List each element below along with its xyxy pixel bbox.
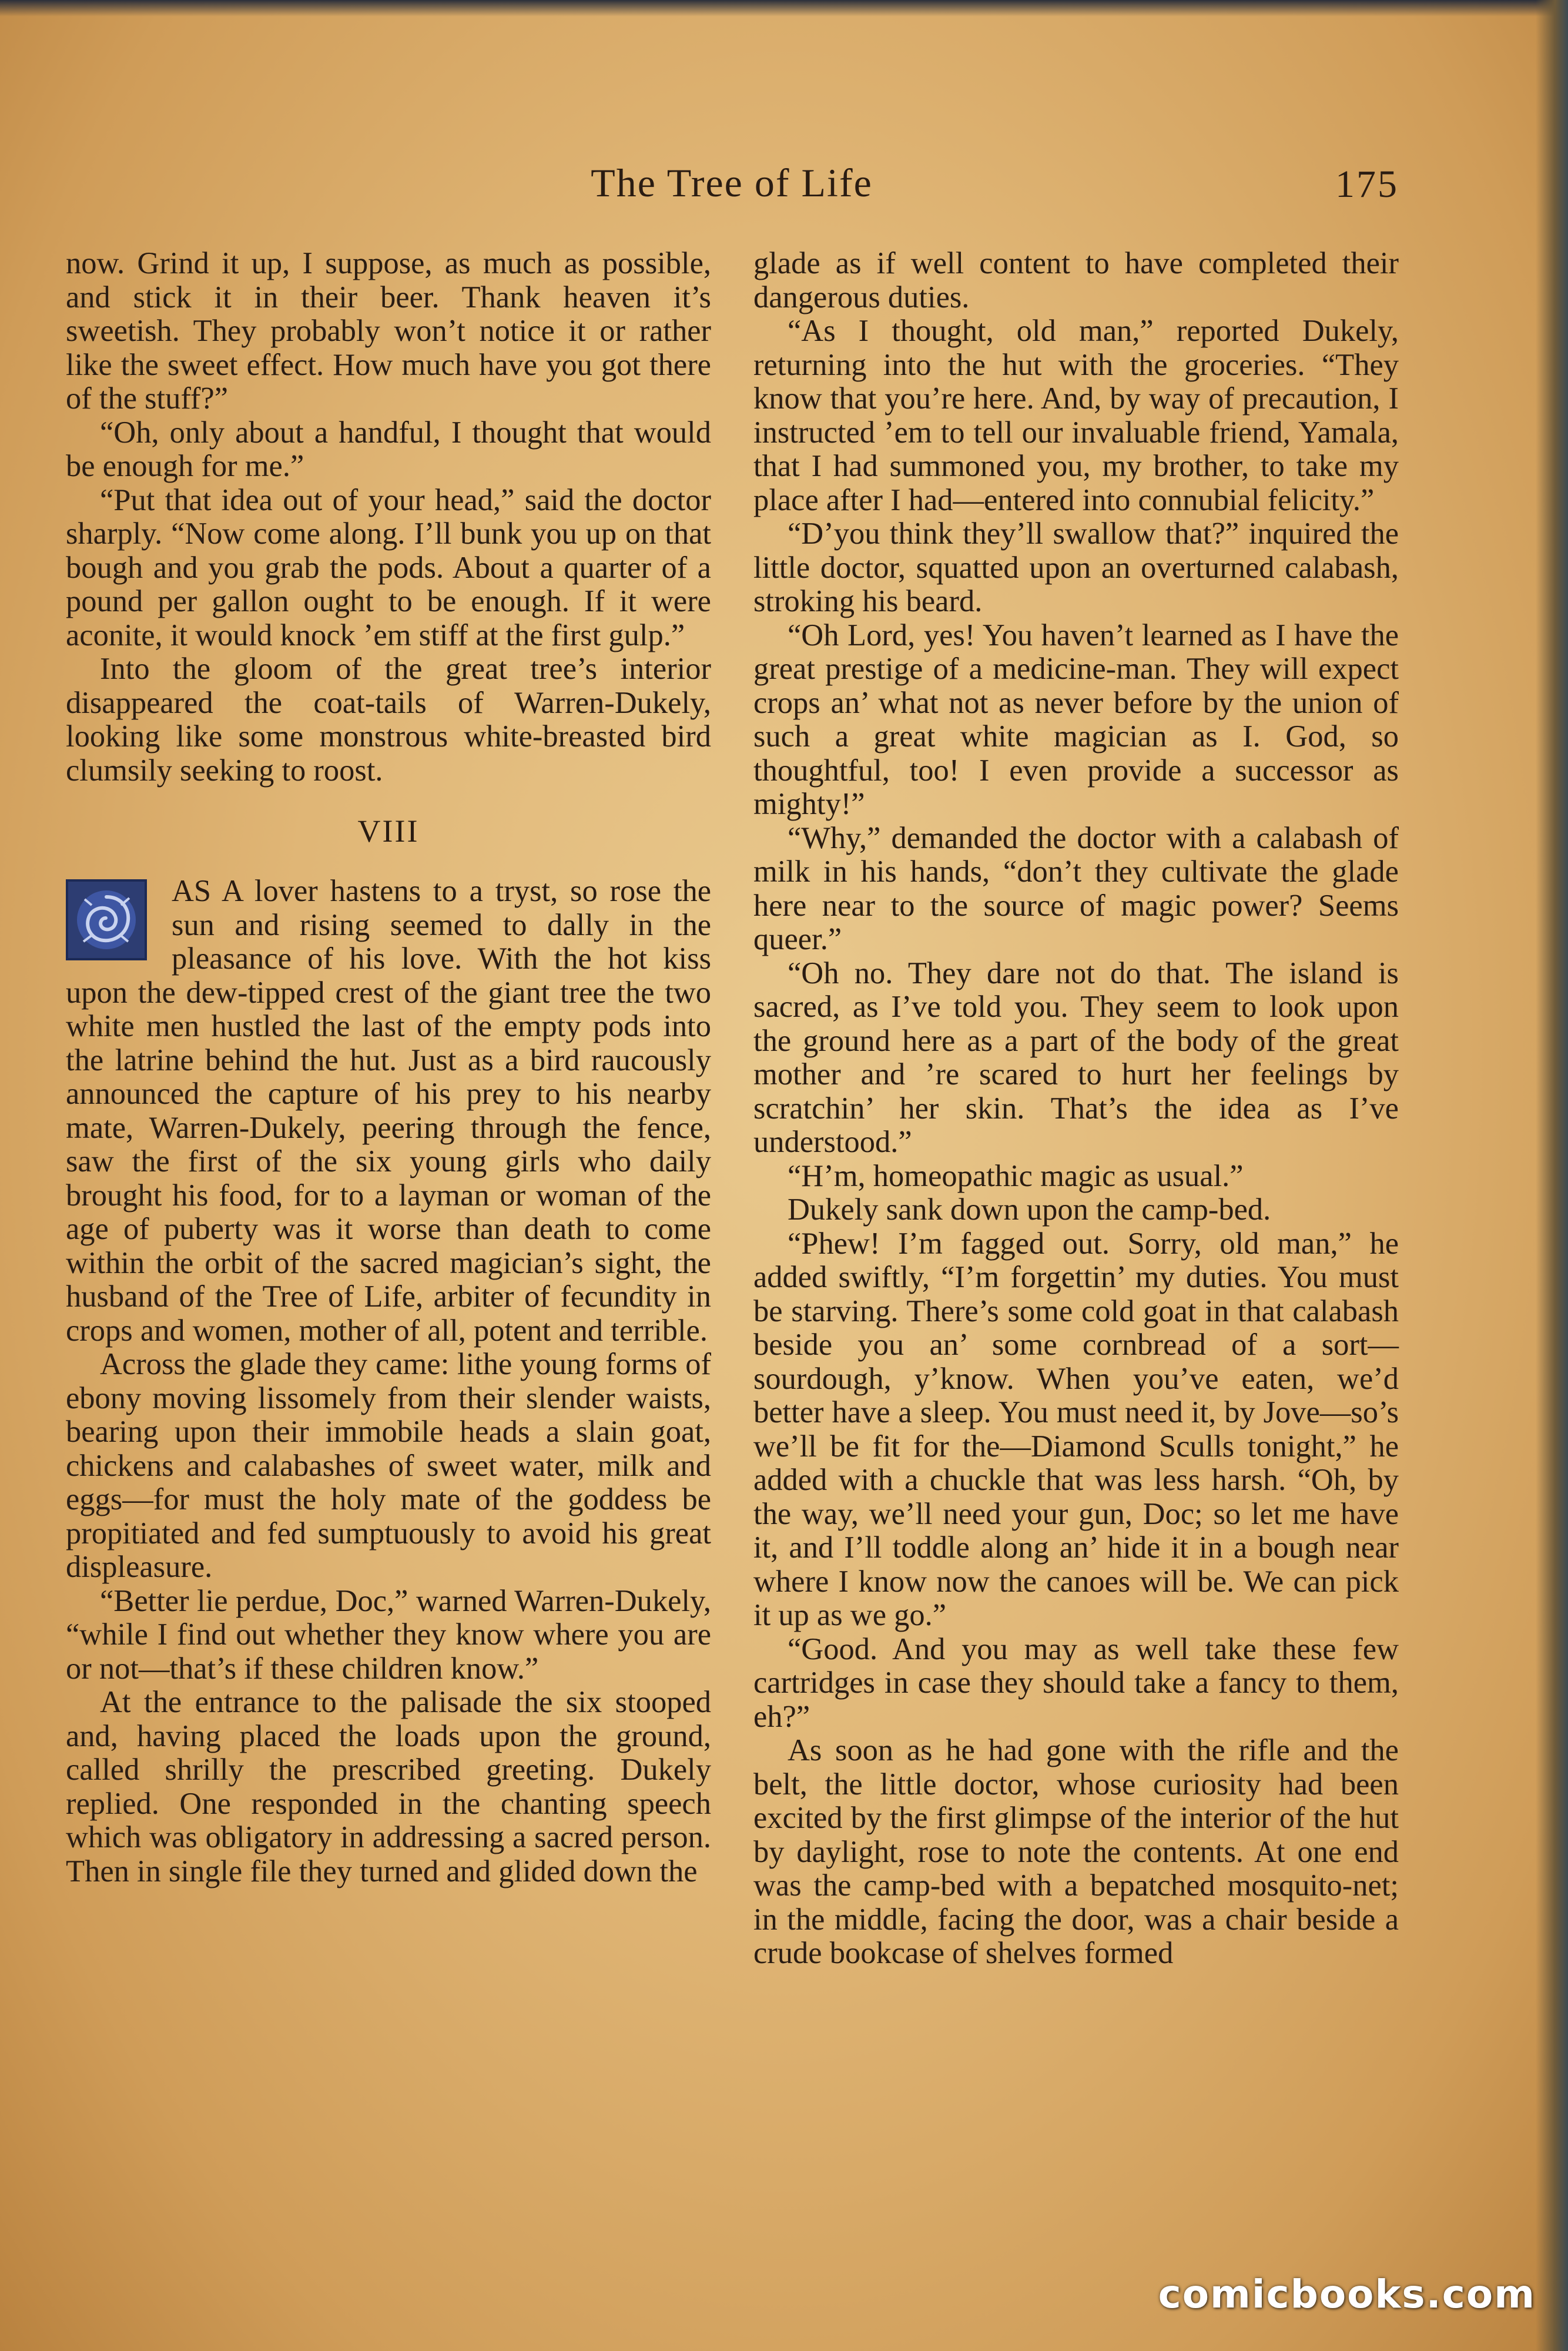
paragraph: “Oh, only about a handful, I thought that would be enough for me.” [66,415,711,483]
page-right-edge [1536,0,1568,2351]
paragraph: “Oh Lord, yes! You haven’t learned as I have the great prestige of a medicine-man. They will expect crops an’ what not as never before by the union of such a great white magician as I. God, so thoughtful, too! I even provide a successor as mighty!” [753,618,1399,821]
chapter-opening [66,875,711,1348]
page-top-edge [0,0,1568,16]
right-column [753,247,1399,1971]
paragraph: At the entrance to the palisade the six stooped and, having placed the loads upon the ground, called shrilly the prescribed greeting. Dukely replied. One responded in the chanting speech which was obligatory in addressing a sacred person. Then in single file they turned and glided down the [66,1685,711,1888]
paragraph: AS A lover hastens to a tryst, so rose the sun and rising seemed to dally in the pleasance of his love. With the hot kiss upon the dew-tipped crest of the giant tree the two white men hustled the last of the empty pods into the latrine behind the hut. Just as a bird raucously announced the capture of his prey to his nearby mate, Warren-Dukely, peering through the fence, saw the first of the six young girls who daily brought his food, for to a layman or woman of the age of puberty was it worse than death to come within the orbit of the sacred magician’s sight, the husband of the Tree of Life, arbiter of fecundity in crops and women, mother of all, potent and terrible. [66,874,711,1348]
paragraph: “As I thought, old man,” reported Dukely, returning into the hut with the groceries. “They know that you’re here. And, by way of precaution, I instructed ’em to tell our invaluable friend, Yamala, that I had summoned you, my brother, to take my place after I had—entered into connubial felicity.” [753,314,1399,517]
paragraph: “Put that idea out of your head,” said the doctor sharply. “Now come along. I’ll bunk you up on that bough and you grab the pods. About a quarter of a pound per gallon ought to be enough. If it were aconite, it would knock ’em stiff at the first gulp.” [66,483,711,652]
paragraph: glade as if well content to have completed their dangerous duties. [753,246,1399,314]
paragraph: “Oh no. They dare not do that. The island is sacred, as I’ve told you. They seem to look upon the ground here as a part of the body of the great mother and ’re scared to hurt her feelings by scratchin’ her skin. That’s the idea as I’ve understood.” [753,956,1399,1159]
ornament-icon [66,879,147,960]
page-header [65,160,1399,219]
paragraph: now. Grind it up, I suppose, as much as possible, and stick it in their beer. Thank heaven it’s sweetish. They probably won’t notice it or rather like the sweet effect. How much have you got there of the stuff?” [66,246,711,416]
paragraph: As soon as he had gone with the rifle and the belt, the little doctor, whose curiosity had been excited by the first glimpse of the interior of the hut by daylight, rose to note the contents. At one end was the camp-bed with a bepatched mosquito-net; in the middle, facing the door, was a chair beside a crude bookcase of shelves formed [753,1733,1399,1970]
page-number: 175 [1335,163,1399,206]
paragraph: Dukely sank down upon the camp-bed. [788,1193,1271,1227]
paragraph: “Better lie perdue, Doc,” warned Warren-Dukely, “while I find out whether they know where you are or not—that’s if these children know.” [66,1583,711,1686]
paragraph: “Good. And you may as well take these few cartridges in case they should take a fancy to them, eh?” [753,1632,1399,1734]
paragraph: Into the gloom of the great tree’s interior disappeared the coat-tails of Warren-Dukely, looking like some monstrous white-breasted bird clumsily seeking to roost. [66,652,711,788]
paragraph: Across the glade they came: lithe young forms of ebony moving lissomely from their slender waists, bearing upon their immobile heads a slain goat, chickens and calabashes of sweet water, milk and eggs—for must the holy mate of the goddess be propitiated and fed sumptuously to avoid his great displeasure. [66,1347,711,1584]
paragraph: “D’you think they’ll swallow that?” inquired the little doctor, squatted upon an overturned calabash, stroking his beard. [753,517,1399,618]
watermark: comicbooks.com [1158,2272,1536,2317]
section-heading: VIII [357,813,420,849]
paragraph: “Phew! I’m fagged out. Sorry, old man,” he added swiftly, “I’m forgettin’ my duties. You must be starving. There’s some cold goat in that calabash beside you an’ some cornbread of a sort—sourdough, y’know. When you’ve eaten, we’d better have a sleep. You must need it, by Jove—so’s we’ll be fit for the—Diamond Sculls tonight,” he added with a chuckle that was less harsh. “Oh, by the way, we’ll need your gun, Doc; so let me have it, and I’ll toddle along an’ hide it in a bough near where I know now the canoes will be. We can pick it up as we go.” [753,1226,1399,1632]
paragraph: “Why,” demanded the doctor with a calabash of milk in his hands, “don’t they cultivate the glade here near to the source of magic power? Seems queer.” [753,820,1399,956]
running-title: The Tree of Life [591,160,873,205]
paragraph: “H’m, homeopathic magic as usual.” [788,1158,1244,1193]
left-column [66,247,711,1888]
